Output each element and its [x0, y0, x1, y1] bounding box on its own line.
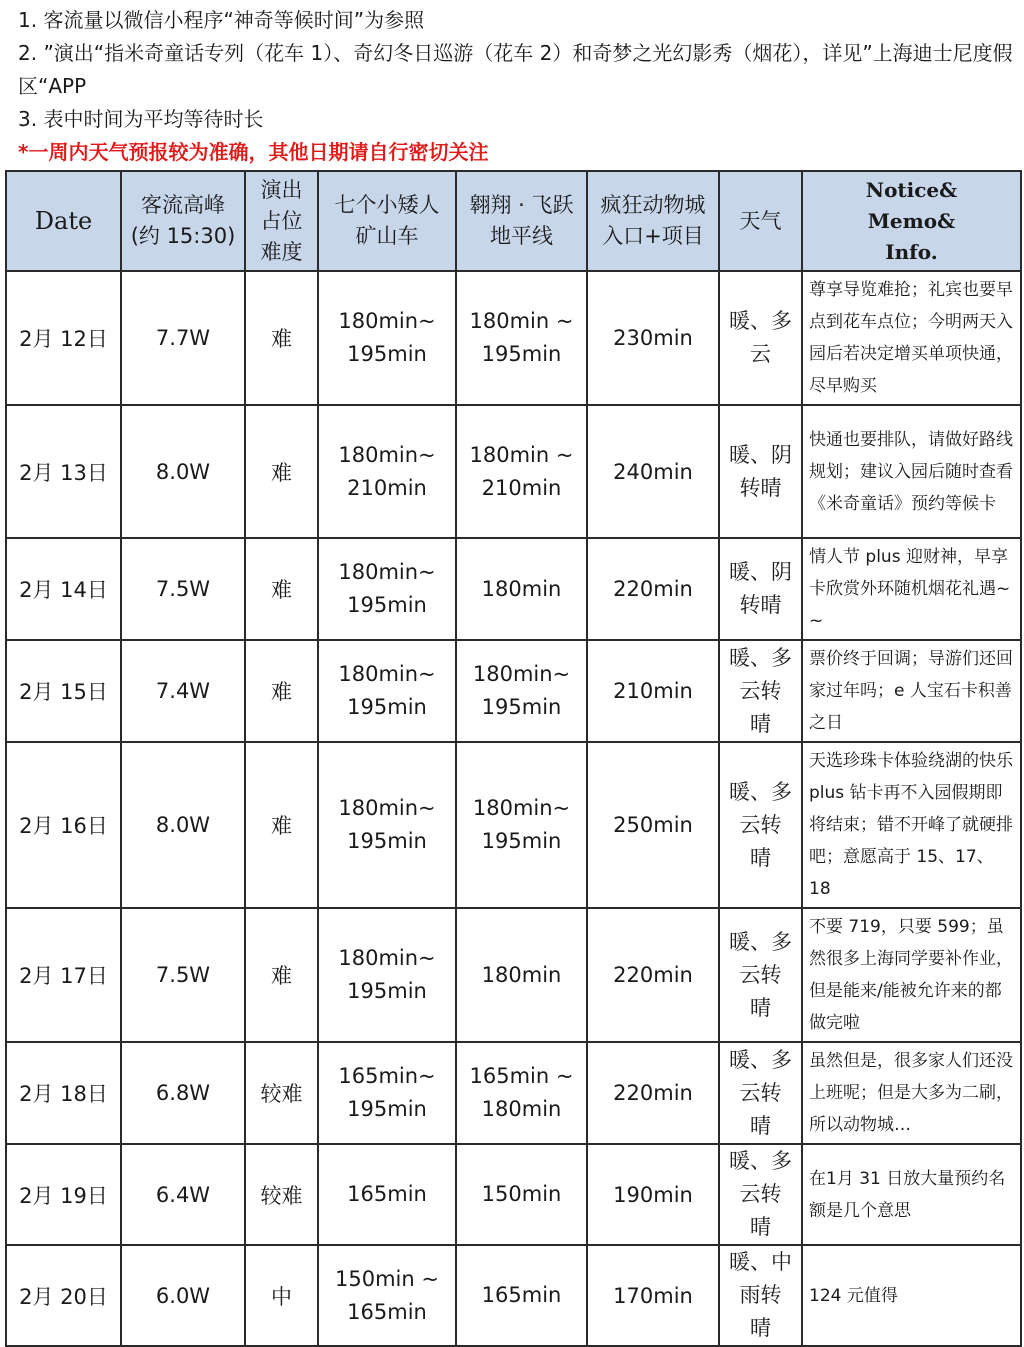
cell-zootopia: 220min — [587, 1042, 719, 1144]
cell-dwarfs-l1: 165min — [347, 1182, 427, 1206]
cell-dwarfs-l1: 180min~ — [338, 309, 436, 333]
cell-weather — [719, 405, 802, 538]
cell-soaring-l1: 165min — [481, 1283, 562, 1307]
cell-zootopia: 240min — [587, 405, 719, 538]
cell-weather — [719, 1144, 802, 1245]
cell-zootopia: 230min — [587, 271, 719, 405]
cell-dwarfs-l2: 195min — [347, 695, 427, 719]
cell-soaring-l1: 180min ~ — [469, 309, 574, 333]
cell-dwarfs — [318, 405, 456, 538]
cell-dwarfs-l2: 195min — [347, 593, 427, 617]
cell-dwarfs-l1: 180min~ — [338, 662, 436, 686]
col-show-l3: 难度 — [260, 239, 303, 264]
note-3: 3. 表中时间为平均等待时长 — [18, 107, 264, 131]
cell-peak: 7.4W — [121, 640, 245, 742]
col-dwarfs-l2: 矿山车 — [355, 224, 419, 248]
col-peak-l2: (约 15:30) — [130, 224, 236, 248]
col-date: Date — [6, 171, 121, 271]
cell-difficulty: 难 — [245, 640, 318, 742]
cell-peak: 7.5W — [121, 908, 245, 1042]
cell-date: 2月 20日 — [6, 1245, 121, 1346]
col-show-l2: 占位 — [260, 208, 303, 233]
cell-weather — [719, 1042, 802, 1144]
cell-weather — [719, 908, 802, 1042]
cell-peak: 8.0W — [121, 405, 245, 538]
weather-l2: 雨转 — [739, 1283, 782, 1307]
col-show-l1: 演出 — [260, 177, 303, 202]
cell-date: 2月 14日 — [6, 538, 121, 640]
cell-zootopia: 250min — [587, 742, 719, 908]
cell-notice: 票价终于回调；导游们还回家过年吗；e 人宝石卡积善之日 — [802, 640, 1021, 742]
weather-l1: 暖、中 — [729, 1250, 792, 1274]
cell-difficulty: 难 — [245, 405, 318, 538]
cell-weather — [719, 271, 802, 405]
note-1: 1. 客流量以微信小程序“神奇等候时间”为参照 — [18, 8, 425, 32]
cell-soaring-l2: 195min — [481, 695, 562, 719]
cell-soaring — [456, 1042, 587, 1144]
cell-zootopia: 220min — [587, 538, 719, 640]
cell-soaring — [456, 908, 587, 1042]
cell-peak: 7.5W — [121, 538, 245, 640]
cell-dwarfs-l2: 195min — [347, 342, 427, 366]
cell-peak: 7.7W — [121, 271, 245, 405]
cell-dwarfs — [318, 1042, 456, 1144]
weather-l2: 转晴 — [739, 593, 782, 617]
cell-soaring — [456, 271, 587, 405]
cell-dwarfs — [318, 538, 456, 640]
cell-dwarfs — [318, 1144, 456, 1245]
table-row — [6, 1144, 1021, 1245]
cell-dwarfs — [318, 271, 456, 405]
cell-dwarfs-l2: 210min — [347, 475, 427, 500]
cell-soaring-l1: 180min — [481, 962, 562, 987]
cell-notice: 快通也要排队，请做好路线规划；建议入园后随时查看《米奇童话》预约等候卡 — [802, 405, 1021, 538]
weather-l2: 云 — [750, 342, 771, 366]
table-row — [6, 742, 1021, 908]
cell-notice: 124 元值得 — [802, 1245, 1021, 1346]
cell-date: 2月 13日 — [6, 405, 121, 538]
table-row — [6, 1042, 1021, 1144]
cell-dwarfs-l1: 180min~ — [338, 442, 436, 467]
cell-notice: 在1月 31 日放大量预约名额是几个意思 — [802, 1144, 1021, 1245]
table-row — [6, 538, 1021, 640]
table-row — [6, 640, 1021, 742]
weather-l2: 云转 — [739, 1182, 782, 1206]
cell-soaring-l1: 180min ~ — [469, 442, 574, 467]
cell-notice: 尊享导览难抢；礼宾也要早点到花车点位；今明两天入园后若决定增买单项快通，尽早购买 — [802, 271, 1021, 405]
cell-date: 2月 16日 — [6, 742, 121, 908]
table-row — [6, 908, 1021, 1042]
col-soaring-l1: 翱翔 · 飞跃 — [469, 193, 574, 217]
col-notice-l2: Memo& — [867, 208, 956, 233]
cell-soaring-l1: 150min — [481, 1182, 562, 1206]
weather-l3: 晴 — [750, 995, 771, 1020]
notes — [18, 4, 1018, 169]
cell-date: 2月 17日 — [6, 908, 121, 1042]
cell-dwarfs-l2: 195min — [347, 1097, 427, 1121]
weather-l3: 晴 — [750, 845, 771, 870]
cell-date: 2月 19日 — [6, 1144, 121, 1245]
cell-dwarfs-l2: 165min — [347, 1299, 427, 1324]
weather-l3: 晴 — [750, 711, 771, 736]
cell-soaring-l2: 180min — [481, 1097, 562, 1121]
cell-peak: 6.8W — [121, 1042, 245, 1144]
cell-soaring — [456, 538, 587, 640]
cell-difficulty: 难 — [245, 908, 318, 1042]
cell-dwarfs — [318, 742, 456, 908]
weather-l2: 转晴 — [739, 475, 782, 500]
cell-zootopia: 220min — [587, 908, 719, 1042]
weather-l1: 暖、阴 — [729, 560, 792, 584]
weather-l1: 暖、多 — [729, 779, 792, 804]
col-soaring-l2: 地平线 — [490, 224, 553, 248]
cell-notice: 天选珍珠卡体验绕湖的快乐plus 钻卡再不入园假期即将结束；错不开峰了就硬排吧；意愿高于 15、17、18 — [802, 742, 1021, 908]
cell-soaring-l2: 195min — [481, 829, 562, 853]
cell-soaring-l1: 180min~ — [472, 662, 571, 686]
col-dwarfs — [318, 171, 456, 271]
note-2: 2. ”演出“指米奇童话专列（花车 1）、奇幻冬日巡游（花车 2）和奇梦之光幻影秀（烟花），详见”上海迪士尼度假区“APP — [18, 41, 1013, 98]
cell-peak: 6.4W — [121, 1144, 245, 1245]
cell-difficulty: 较难 — [245, 1144, 318, 1245]
weather-l1: 暖、阴 — [729, 442, 792, 467]
cell-soaring-l1: 180min~ — [472, 796, 571, 820]
cell-weather — [719, 1245, 802, 1346]
weather-warning: *一周内天气预报较为准确，其他日期请自行密切关注 — [18, 140, 489, 164]
cell-peak: 8.0W — [121, 742, 245, 908]
cell-peak: 6.0W — [121, 1245, 245, 1346]
wait-time-table — [5, 170, 1022, 1347]
col-show — [245, 171, 318, 271]
cell-zootopia: 190min — [587, 1144, 719, 1245]
cell-dwarfs-l1: 180min~ — [338, 560, 436, 584]
cell-dwarfs-l1: 180min~ — [338, 946, 436, 970]
cell-weather — [719, 640, 802, 742]
cell-dwarfs-l1: 165min~ — [338, 1064, 436, 1088]
weather-l3: 晴 — [750, 1316, 771, 1340]
cell-dwarfs-l2: 195min — [347, 829, 427, 853]
cell-difficulty: 较难 — [245, 1042, 318, 1144]
cell-soaring — [456, 1144, 587, 1245]
weather-l2: 云转 — [739, 1080, 782, 1105]
cell-date: 2月 12日 — [6, 271, 121, 405]
col-notice-l1: Notice& — [865, 177, 958, 202]
table-row — [6, 1245, 1021, 1346]
cell-soaring-l2: 210min — [481, 475, 562, 500]
cell-dwarfs — [318, 1245, 456, 1346]
col-notice — [802, 171, 1021, 271]
cell-soaring — [456, 1245, 587, 1346]
cell-soaring-l1: 165min ~ — [469, 1064, 574, 1088]
weather-l1: 暖、多 — [729, 309, 792, 333]
cell-soaring-l2: 195min — [481, 342, 562, 366]
weather-l2: 云转 — [739, 678, 782, 703]
weather-l1: 暖、多 — [729, 1149, 792, 1173]
cell-soaring-l1: 180min — [481, 576, 562, 601]
cell-dwarfs-l1: 180min~ — [338, 796, 436, 820]
cell-difficulty: 中 — [245, 1245, 318, 1346]
cell-notice: 虽然但是，很多家人们还没上班呢；但是大多为二刷，所以动物城… — [802, 1042, 1021, 1144]
cell-date: 2月 18日 — [6, 1042, 121, 1144]
col-zootopia-l2: 入口+项目 — [602, 224, 704, 248]
cell-weather — [719, 538, 802, 640]
cell-soaring — [456, 640, 587, 742]
cell-zootopia: 210min — [587, 640, 719, 742]
cell-dwarfs-l1: 150min ~ — [335, 1266, 439, 1291]
weather-l2: 云转 — [739, 962, 782, 987]
weather-l3: 晴 — [750, 1215, 771, 1239]
weather-l1: 暖、多 — [729, 645, 792, 670]
col-peak-l1: 客流高峰 — [141, 193, 225, 217]
cell-difficulty: 难 — [245, 742, 318, 908]
cell-dwarfs — [318, 908, 456, 1042]
col-weather: 天气 — [719, 171, 802, 271]
cell-difficulty: 难 — [245, 538, 318, 640]
col-zootopia-l1: 疯狂动物城 — [600, 193, 706, 217]
col-notice-l3: Info. — [885, 239, 938, 264]
weather-l1: 暖、多 — [729, 929, 792, 954]
col-soaring — [456, 171, 587, 271]
cell-zootopia: 170min — [587, 1245, 719, 1346]
weather-l1: 暖、多 — [729, 1047, 792, 1072]
cell-date: 2月 15日 — [6, 640, 121, 742]
cell-difficulty: 难 — [245, 271, 318, 405]
cell-soaring — [456, 742, 587, 908]
table-row — [6, 271, 1021, 405]
header-row — [6, 171, 1021, 271]
cell-notice: 不要 719，只要 599；虽然很多上海同学要补作业，但是能来/能被允许来的都做完啦 — [802, 908, 1021, 1042]
weather-l2: 云转 — [739, 812, 782, 837]
col-dwarfs-l1: 七个小矮人 — [334, 193, 440, 217]
table-row — [6, 405, 1021, 538]
cell-weather — [719, 742, 802, 908]
cell-dwarfs-l2: 195min — [347, 979, 427, 1003]
cell-dwarfs — [318, 640, 456, 742]
weather-l3: 晴 — [750, 1113, 771, 1138]
col-peak — [121, 171, 245, 271]
cell-soaring — [456, 405, 587, 538]
col-zootopia — [587, 171, 719, 271]
cell-notice: 情人节 plus 迎财神，早享卡欣赏外环随机烟花礼遇~ ~ — [802, 538, 1021, 640]
